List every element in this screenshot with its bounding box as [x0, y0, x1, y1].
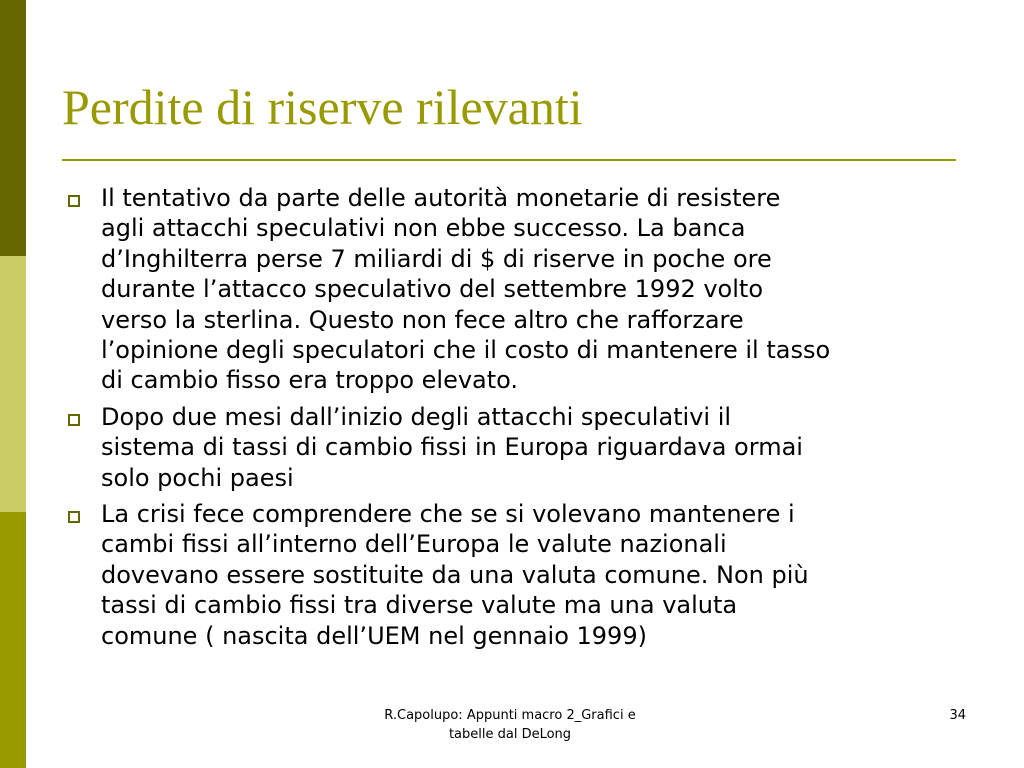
title-divider — [62, 159, 956, 161]
bullet-text: Dopo due mesi dall’inizio degli attacchi speculativi il sistema di tassi di cambio fissi in Europa riguardava ormai solo pochi paesi — [101, 402, 803, 492]
bullet-item — [62, 402, 967, 493]
bullet-text: La crisi fece comprendere che se si volevano mantenere i cambi fissi all’interno dell’Europa le valute nazionali dovevano essere sostituite da una valuta comune. Non più tassi di cambio fissi tra diverse valute ma una valuta comune ( nascita dell’UEM nel gennaio 1999) — [101, 500, 809, 650]
bullet-item — [62, 499, 967, 651]
page-number: 34 — [949, 708, 966, 723]
sidebar-stripe-light — [0, 256, 26, 512]
sidebar-stripe-dark — [0, 0, 26, 256]
hollow-square-icon — [68, 511, 80, 523]
bullet-list — [62, 183, 967, 657]
sidebar-stripe-olive — [0, 512, 26, 768]
slide-footer: R.Capolupo: Appunti macro 2_Grafici e tabelle dal DeLong — [384, 708, 636, 742]
hollow-square-icon — [68, 195, 80, 207]
bullet-item — [62, 183, 967, 396]
hollow-square-icon — [68, 414, 80, 426]
bullet-text: Il tentativo da parte delle autorità monetarie di resistere agli attacchi speculativi non ebbe successo. La banca d’Inghilterra perse 7 miliardi di $ di riserve in poche ore durante l’attacco speculativo del settembre 1992 volto verso la sterlina. Questo non fece altro che rafforzare l’opinione degli speculatori che il costo di mantenere il tasso di cambio fisso era troppo elevato. — [101, 184, 831, 395]
slide-title: Perdite di riserve rilevanti — [62, 79, 583, 135]
